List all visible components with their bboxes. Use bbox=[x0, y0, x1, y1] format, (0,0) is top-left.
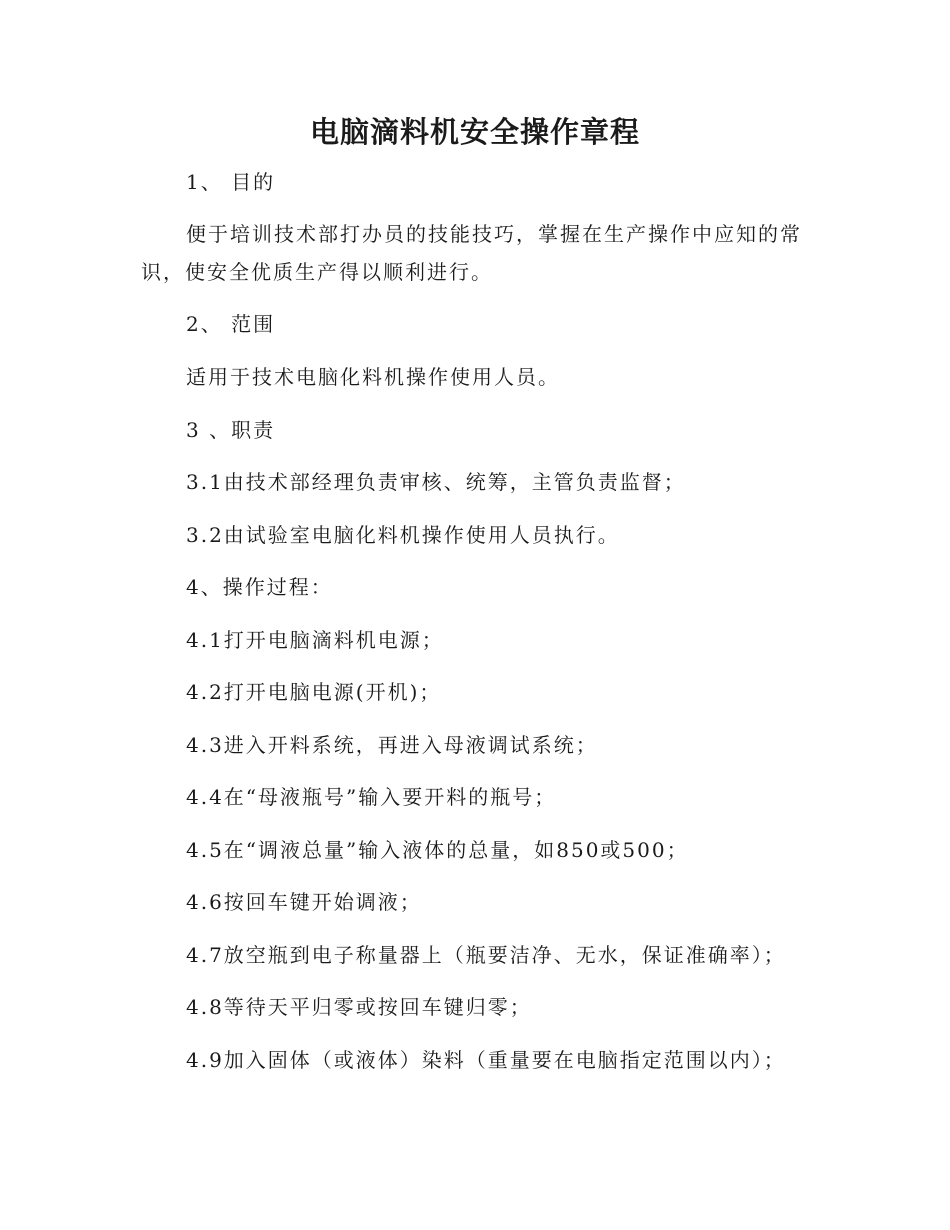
paragraph-line: 便于培训技术部打办员的技能技巧，掌握在生产操作中应知的常 bbox=[186, 222, 802, 246]
list-item: 3.2由试验室电脑化料机操作使用人员执行。 bbox=[186, 523, 620, 547]
list-item: 4.2打开电脑电源(开机)； bbox=[186, 680, 442, 704]
list-item: 4.3进入开料系统，再进入母液调试系统； bbox=[186, 733, 598, 757]
list-item: 4.8等待天平归零或按回车键归零； bbox=[186, 995, 532, 1019]
section-heading-scope: 2、 范围 bbox=[186, 312, 276, 336]
section-heading-duties: 3 、职责 bbox=[186, 418, 276, 442]
list-item: 4.7放空瓶到电子称量器上（瓶要洁净、无水，保证准确率）； bbox=[186, 943, 786, 967]
list-item: 3.1由技术部经理负责审核、统筹，主管负责监督； bbox=[186, 470, 686, 494]
list-item: 4.5在“调液总量”输入液体的总量，如850或500； bbox=[186, 838, 689, 862]
list-item: 4.9加入固体（或液体）染料（重量要在电脑指定范围以内）； bbox=[186, 1048, 786, 1072]
section-heading-procedure: 4、操作过程： bbox=[186, 575, 333, 599]
section-heading-purpose: 1、 目的 bbox=[186, 170, 276, 194]
list-item: 4.1打开电脑滴料机电源； bbox=[186, 628, 444, 652]
list-item: 4.6按回车键开始调液； bbox=[186, 890, 422, 914]
paragraph-line: 识，使安全优质生产得以顺利进行。 bbox=[141, 260, 493, 284]
document-title: 电脑滴料机安全操作章程 bbox=[309, 115, 640, 149]
paragraph-line: 适用于技术电脑化料机操作使用人员。 bbox=[186, 365, 560, 389]
list-item: 4.4在“母液瓶号”输入要开料的瓶号； bbox=[186, 785, 557, 809]
